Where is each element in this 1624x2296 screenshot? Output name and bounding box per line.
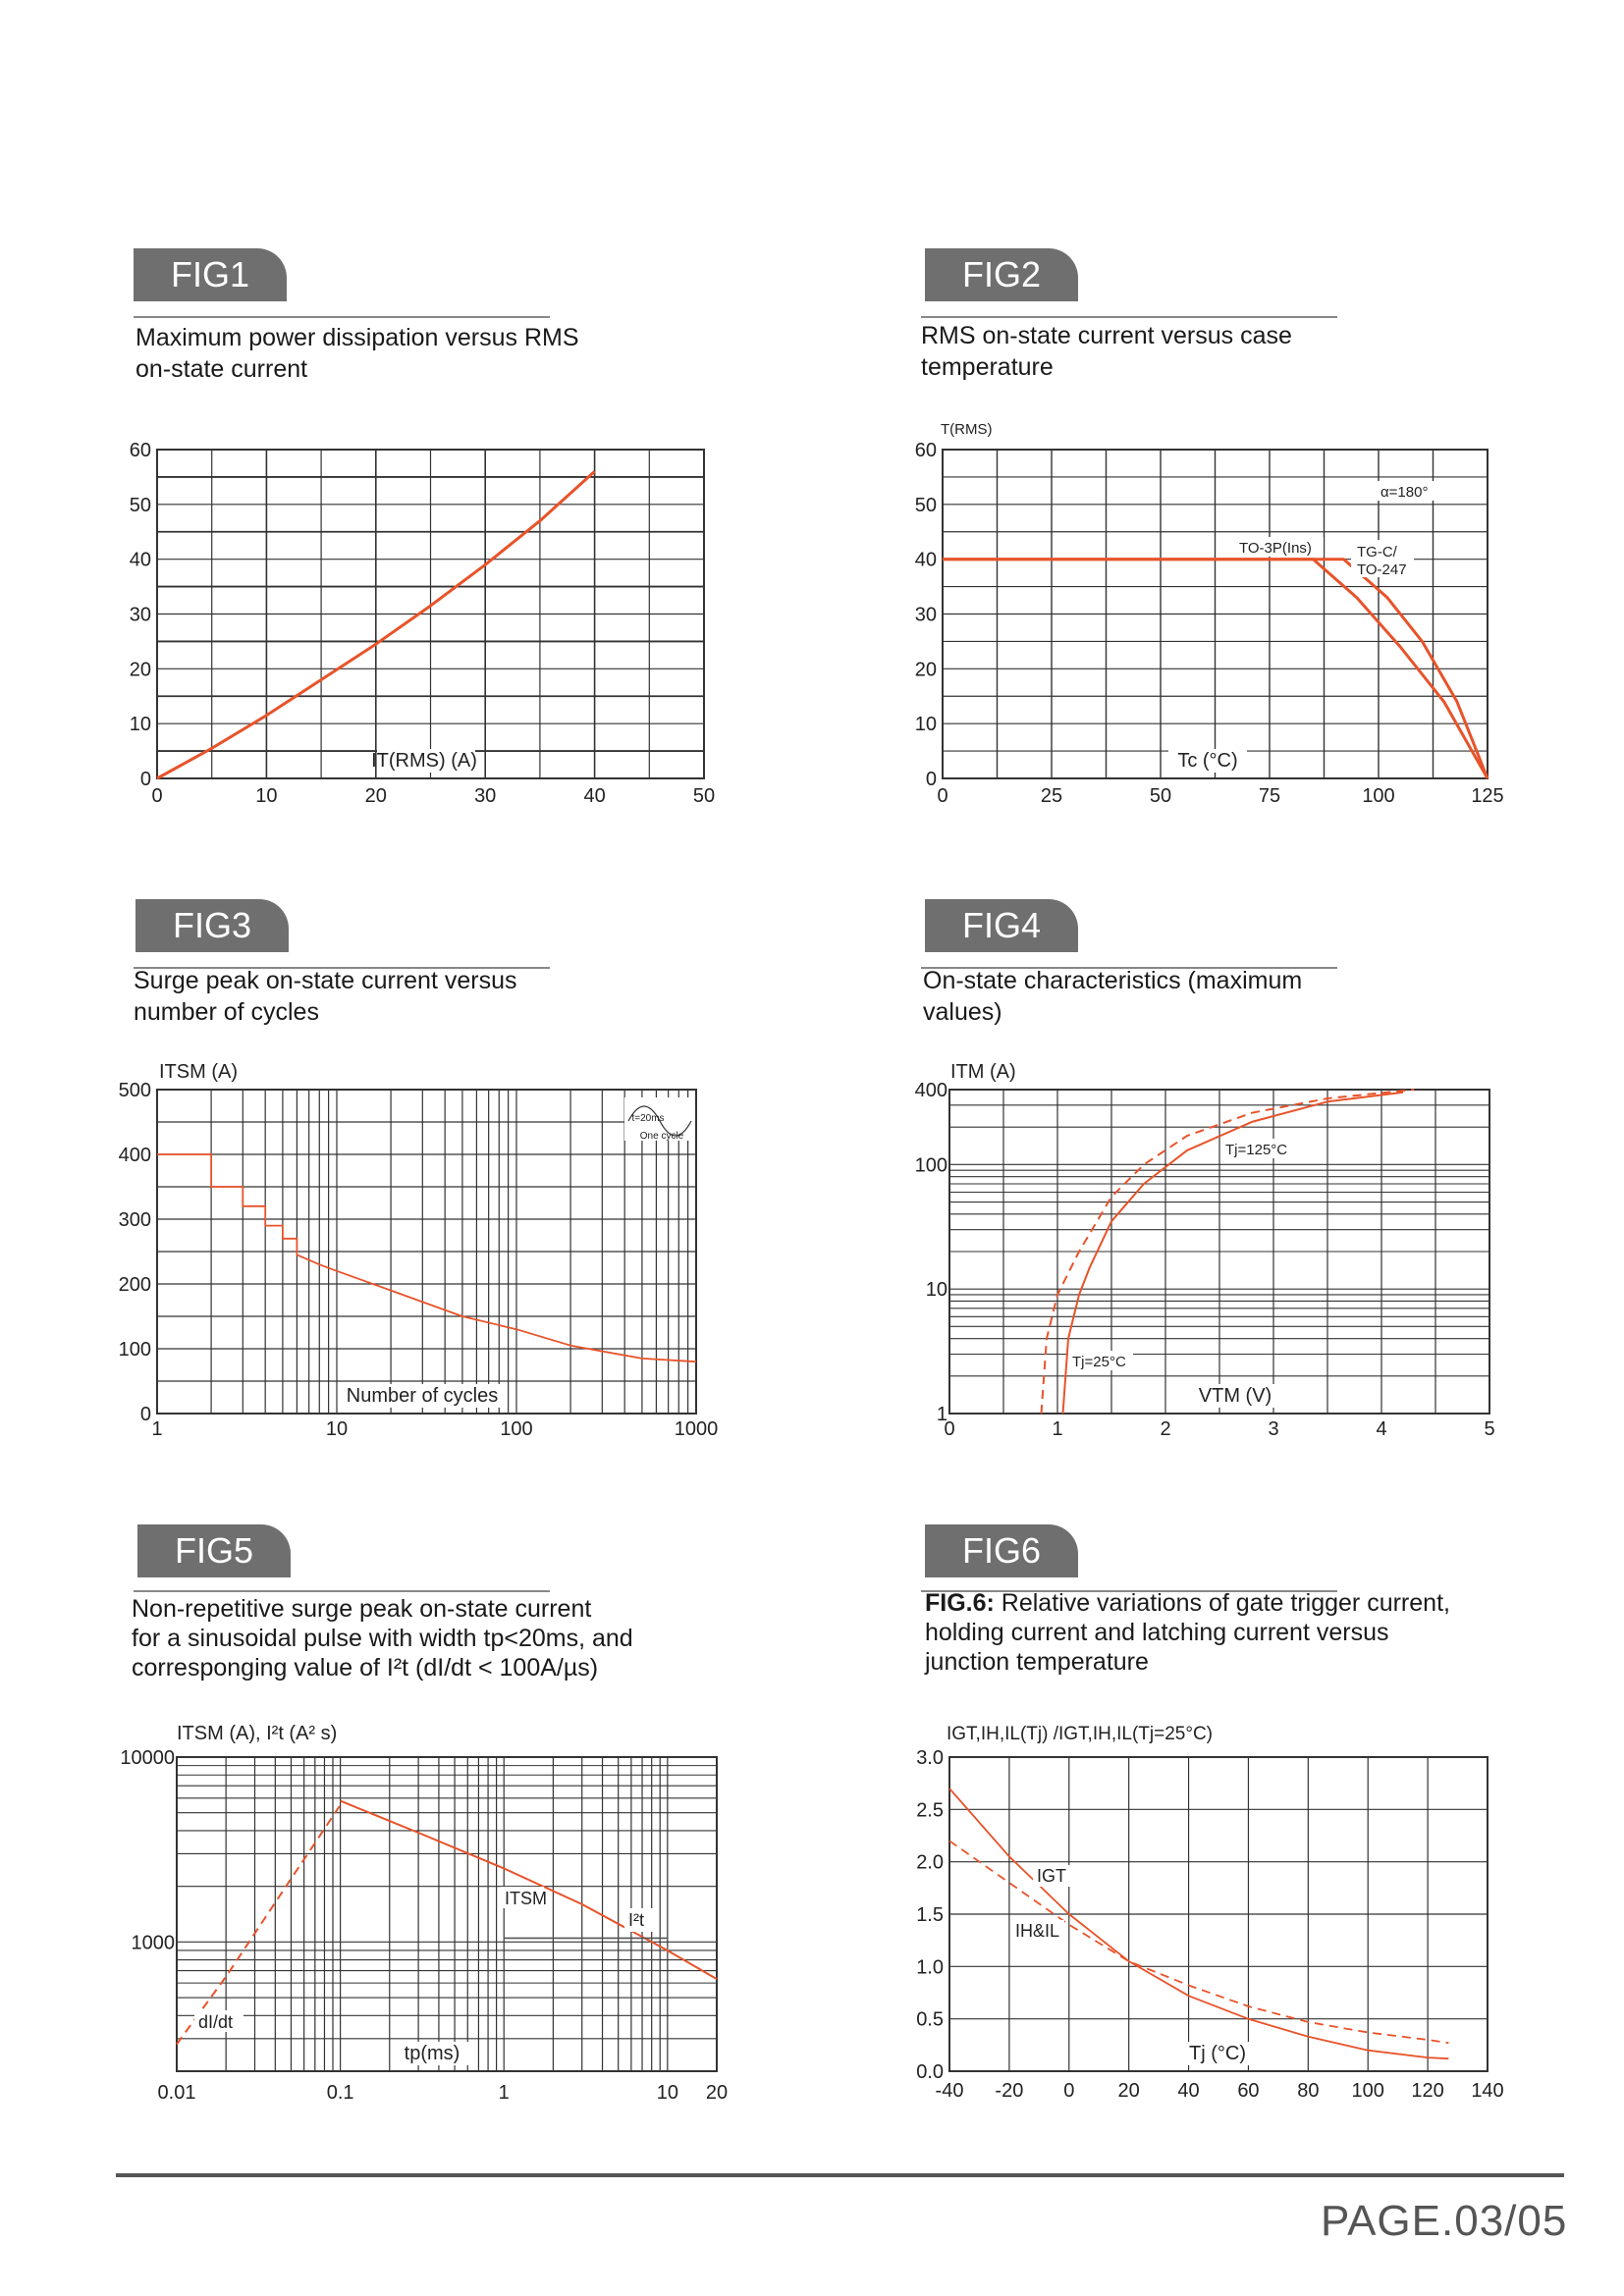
fig1-tab: FIG1: [134, 248, 287, 301]
fig4-ytick-label: 400: [914, 1080, 947, 1101]
fig6-ytick-label: 0.5: [916, 2008, 944, 2031]
fig6-ylabel: IGT,IH,IL(Tj) /IGT,IH,IL(Tj=25°C): [947, 1724, 1213, 1744]
fig6-xtick-label: 140: [1471, 2080, 1504, 2102]
fig4-xtick-label: 4: [1376, 1418, 1387, 1440]
fig3-description: Surge peak on-state current versus number of cycles: [134, 967, 517, 1026]
fig6-ytick-label: 3.0: [916, 1747, 944, 1769]
fig4-xtick-label: 0: [944, 1418, 955, 1440]
fig4-ylabel: ITM (A): [950, 1061, 1016, 1083]
fig2-ytick-label: 10: [914, 714, 937, 736]
fig3-pulse-inset: [624, 1097, 695, 1142]
fig5-annotation-didt: dI/dt: [198, 2012, 234, 2032]
fig4-tab: FIG4: [925, 899, 1078, 952]
fig2-xtick-label: 75: [1258, 785, 1281, 807]
fig2-xtick-label: 50: [1149, 785, 1172, 807]
fig6-xtick-label: 60: [1237, 2080, 1260, 2102]
fig2-annotation-to247: TO-247: [1357, 561, 1407, 578]
fig4-xtick-label: 5: [1484, 1418, 1495, 1440]
fig5-xtick-label: 0.1: [326, 2082, 354, 2104]
fig5-annotation-i2t: I²t: [628, 1910, 644, 1930]
fig3-ytick-label: 500: [118, 1080, 151, 1101]
fig1-xlabel: IT(RMS) (A): [371, 750, 477, 772]
fig1-ytick-label: 20: [129, 659, 151, 681]
fig6-xtick-label: 40: [1177, 2080, 1200, 2102]
fig3-ylabel: ITSM (A): [159, 1061, 238, 1083]
fig4-ytick-label: 10: [925, 1279, 947, 1302]
fig3-series-line: [157, 1154, 696, 1362]
fig6-ytick-label: 1.0: [916, 1956, 944, 1979]
fig1-ytick-label: 30: [129, 604, 151, 626]
fig2-ylabel: T(RMS): [941, 421, 993, 438]
fig5-chart: [120, 1723, 728, 2104]
fig3-tab: FIG3: [135, 899, 289, 952]
fig6-description: FIG.6: Relative variations of gate trigger current, holding current and latching current versus junction temperature: [925, 1589, 1450, 1676]
fig5-ytick-label: 1000: [131, 1932, 175, 1954]
fig5-description: Non-repetitive surge peak on-state current for a sinusoidal pulse with width tp<20ms, and corresponging value of I²t (dI/dt < 100A/µs): [132, 1595, 633, 1682]
fig2-ytick-label: 0: [925, 769, 937, 790]
fig5-tab: FIG5: [137, 1524, 291, 1577]
fig3-ytick-label: 200: [118, 1274, 151, 1296]
fig4-ytick-label: 1: [936, 1404, 947, 1425]
fig4-xtick-label: 1: [1052, 1418, 1063, 1440]
fig3-ytick-label: 0: [139, 1404, 151, 1425]
fig4-description: On-state characteristics (maximum values): [923, 967, 1303, 1026]
fig2-tab: FIG2: [925, 248, 1078, 301]
page-number: PAGE.03/05: [1321, 2197, 1568, 2245]
fig6-xtick-label: -20: [995, 2080, 1024, 2102]
fig6-xtick-label: 100: [1351, 2080, 1384, 2102]
fig2-xtick-label: 125: [1471, 785, 1504, 807]
fig6-label-ihil: IH&IL: [1015, 1921, 1060, 1941]
fig4-chart: [915, 1061, 1495, 1440]
fig4-annotation-tj25: Tj=25°C: [1072, 1354, 1126, 1370]
fig6-xtick-label: 0: [1063, 2080, 1075, 2102]
fig2-annotation-to3p: TO-3P(Ins): [1239, 540, 1312, 557]
fig3-xtick-label: 10: [325, 1418, 349, 1440]
fig6-xtick-label: 80: [1297, 2080, 1320, 2102]
fig1-ytick-label: 40: [129, 549, 151, 571]
fig2-ytick-label: 50: [914, 494, 937, 516]
fig2-xtick-label: 100: [1362, 785, 1395, 807]
fig5-xlabel: tp(ms): [404, 2043, 460, 2064]
fig5-xtick-label: 20: [705, 2082, 729, 2104]
fig3-xtick-label: 1000: [674, 1418, 719, 1440]
fig2-ytick-label: 60: [914, 440, 937, 461]
fig2-chart: [915, 421, 1504, 807]
fig4-annotation-tj125: Tj=125°C: [1225, 1142, 1288, 1158]
fig5-xtick-label: 10: [656, 2082, 678, 2104]
fig2-xtick-label: 0: [937, 785, 948, 807]
fig6-ytick-label: 1.5: [916, 1904, 944, 1926]
fig3-xtick-label: 1: [151, 1418, 163, 1440]
fig1-chart: [130, 440, 715, 807]
fig1-ytick-label: 50: [129, 494, 151, 516]
fig6-label-igt: IGT: [1037, 1866, 1066, 1886]
footer-rule: [116, 2173, 1564, 2177]
fig6-ytick-label: 2.5: [916, 1799, 944, 1822]
fig3-annotation-cycle: One cycle: [639, 1131, 684, 1142]
fig5-xtick-label: 1: [498, 2082, 510, 2104]
fig4-xtick-label: 2: [1160, 1418, 1171, 1440]
fig5-ytick-label: 10000: [120, 1747, 175, 1769]
fig6-ytick-label: 0.0: [916, 2061, 944, 2083]
fig2-ytick-label: 30: [914, 604, 937, 626]
fig3-xtick-label: 100: [500, 1418, 533, 1440]
fig4-ytick-label: 100: [914, 1154, 947, 1177]
fig1-xtick-label: 0: [151, 785, 163, 807]
fig2-xlabel: Tc (°C): [1177, 750, 1238, 772]
fig5-annotation-itsm: ITSM: [505, 1889, 547, 1908]
fig6-xtick-label: 20: [1117, 2080, 1140, 2102]
fig6-xtick-label: 120: [1411, 2080, 1444, 2102]
fig6-chart: [916, 1724, 1504, 2102]
fig1-ytick-label: 10: [129, 714, 151, 736]
fig4-xlabel: VTM (V): [1198, 1385, 1272, 1407]
fig2-ytick-label: 40: [914, 549, 937, 571]
fig2-xtick-label: 25: [1040, 785, 1063, 807]
fig3-ytick-label: 100: [118, 1339, 151, 1361]
fig1-xtick-label: 20: [364, 785, 387, 807]
fig5-series-line: [177, 1805, 341, 2045]
fig5-xtick-label: 0.01: [157, 2082, 196, 2104]
fig1-ytick-label: 60: [129, 440, 151, 461]
fig3-annotation-t: t=20ms: [631, 1113, 665, 1124]
fig6-ytick-label: 2.0: [916, 1851, 944, 1874]
fig6-xlabel: Tj (°C): [1189, 2043, 1246, 2064]
fig1-description: Maximum power dissipation versus RMS on-state current: [135, 324, 579, 383]
fig1-xtick-label: 40: [583, 785, 606, 807]
fig1-xtick-label: 10: [255, 785, 278, 807]
fig6-tab: FIG6: [925, 1524, 1078, 1577]
fig2-annotation-tgc: TG-C/: [1357, 544, 1397, 561]
fig1-xtick-label: 50: [692, 785, 716, 807]
fig4-xtick-label: 3: [1268, 1418, 1279, 1440]
fig3-xlabel: Number of cycles: [346, 1385, 499, 1407]
fig3-ytick-label: 400: [118, 1145, 151, 1166]
fig2-description: RMS on-state current versus case temperature: [921, 322, 1292, 381]
fig2-annotation-alpha: α=180°: [1380, 484, 1429, 501]
fig3-chart: [119, 1061, 719, 1440]
fig2-ytick-label: 20: [914, 659, 937, 681]
fig3-ytick-label: 300: [118, 1209, 151, 1231]
fig1-xtick-label: 30: [474, 785, 497, 807]
fig1-ytick-label: 0: [139, 769, 151, 790]
fig5-ylabel: ITSM (A), I²t (A² s): [177, 1723, 338, 1744]
fig6-xtick-label: -40: [935, 2080, 964, 2102]
